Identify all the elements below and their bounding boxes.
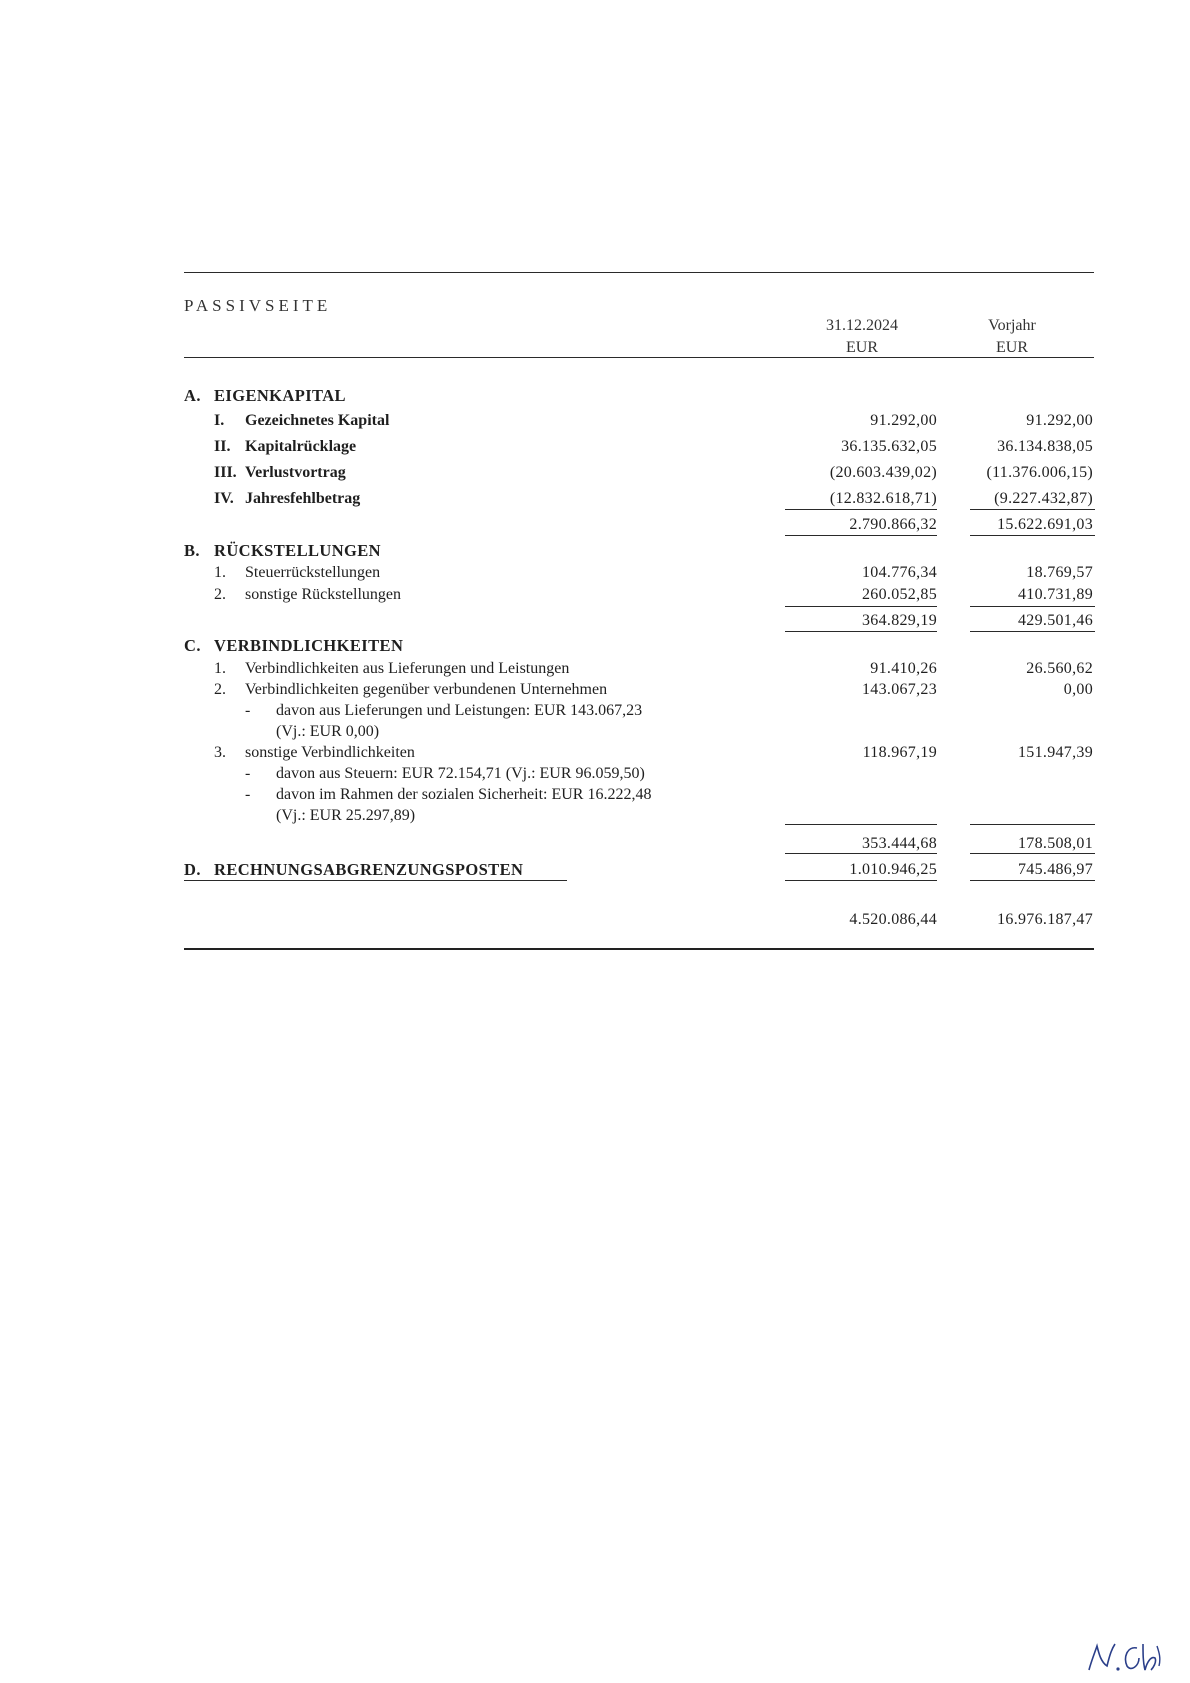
c-item-2-note-2: (Vj.: EUR 0,00) — [276, 723, 380, 740]
c-item-3-note-1-dash: - — [245, 765, 251, 782]
a-subtotal-rule-prior — [970, 509, 1095, 510]
a-item-2-num: II. — [214, 438, 231, 455]
section-a-letter: A. — [184, 386, 201, 405]
section-c-title: VERBINDLICHKEITEN — [214, 636, 404, 655]
section-b-title: RÜCKSTELLUNGEN — [214, 541, 381, 560]
column-prior-header — [962, 315, 1062, 359]
d-prior: 745.486,97 — [1018, 861, 1093, 878]
c-item-3-note-2 — [245, 785, 652, 805]
b-subtotal-rule-prior — [970, 606, 1095, 607]
c-item-3-prior: 151.947,39 — [1018, 744, 1093, 761]
c-subtotal-rule-current — [785, 824, 937, 825]
c-item-2-note-1-text: davon aus Lieferungen und Leistungen: EUR 143.067,23 — [276, 702, 643, 719]
column-current-date: 31.12.2024 — [826, 317, 898, 334]
section-d-heading — [184, 860, 524, 880]
b-item-2-num: 2. — [214, 586, 226, 603]
c-item-3-note-1-text: davon aus Steuern: EUR 72.154,71 (Vj.: EUR 96.059,50) — [276, 765, 645, 782]
b-subtotal-rule-current — [785, 606, 937, 607]
a-item-1-label: Gezeichnetes Kapital — [245, 412, 390, 429]
b-item-1-prior: 18.769,57 — [1026, 564, 1093, 581]
c-item-1-num: 1. — [214, 660, 226, 677]
a-item-4-current: (12.832.618,71) — [829, 490, 937, 507]
a-item-1-num: I. — [214, 412, 225, 429]
c-item-3-note-1 — [245, 764, 645, 784]
a-total-prior: 15.622.691,03 — [997, 516, 1093, 533]
c-item-3-note-2-text: davon im Rahmen der sozialen Sicherheit: EUR 16.222,48 — [276, 786, 652, 803]
a-item-4-label: Jahresfehlbetrag — [245, 490, 361, 507]
column-prior-unit: EUR — [996, 339, 1028, 356]
a-item-2 — [214, 437, 357, 457]
grand-total-current: 4.520.086,44 — [849, 911, 937, 928]
section-b-letter: B. — [184, 541, 200, 560]
b-total-current: 364.829,19 — [862, 612, 937, 629]
a-item-2-label: Kapitalrücklage — [245, 438, 357, 455]
c-item-1-prior: 26.560,62 — [1026, 660, 1093, 677]
section-a-title: EIGENKAPITAL — [214, 386, 346, 405]
c-item-2-num: 2. — [214, 681, 226, 698]
b-item-1-current: 104.776,34 — [862, 564, 937, 581]
top-rule — [184, 272, 1094, 273]
grand-total-prior: 16.976.187,47 — [997, 911, 1093, 928]
a-total-rule-current — [785, 535, 937, 536]
c-total-rule-prior — [970, 853, 1095, 854]
section-c-heading — [184, 636, 404, 656]
section-d-letter: D. — [184, 860, 201, 879]
a-subtotal-rule-current — [785, 509, 937, 510]
b-item-2-label: sonstige Rückstellungen — [245, 586, 401, 603]
a-item-3 — [214, 463, 346, 483]
d-rule-prior — [970, 880, 1095, 881]
c-item-3 — [214, 743, 415, 763]
a-total-current: 2.790.866,32 — [849, 516, 937, 533]
c-item-2-note-1 — [245, 701, 643, 721]
a-item-3-prior: (11.376.006,15) — [986, 464, 1093, 481]
a-item-3-num: III. — [214, 464, 237, 481]
b-item-1-label: Steuerrückstellungen — [245, 564, 381, 581]
b-total-rule-current — [785, 631, 937, 632]
a-item-2-prior: 36.134.838,05 — [997, 438, 1093, 455]
c-item-3-num: 3. — [214, 744, 226, 761]
a-item-4 — [214, 489, 361, 509]
b-total-rule-prior — [970, 631, 1095, 632]
section-b-heading — [184, 541, 381, 561]
d-current: 1.010.946,25 — [849, 861, 937, 878]
section-c-letter: C. — [184, 636, 201, 655]
column-current-header — [812, 315, 912, 359]
d-rule-current — [785, 880, 937, 881]
c-item-1 — [214, 659, 570, 679]
c-item-1-current: 91.410,26 — [870, 660, 937, 677]
c-item-2-label: Verbindlichkeiten gegenüber verbundenen Unternehmen — [245, 681, 608, 698]
c-item-3-note-2-dash: - — [245, 786, 251, 803]
b-item-2-current: 260.052,85 — [862, 586, 937, 603]
c-total-current: 353.444,68 — [862, 835, 937, 852]
a-total-rule-prior — [970, 535, 1095, 536]
b-item-1-num: 1. — [214, 564, 226, 581]
c-item-2-current: 143.067,23 — [862, 681, 937, 698]
c-item-2 — [214, 680, 608, 700]
a-item-1 — [214, 411, 390, 431]
c-item-3-current: 118.967,19 — [862, 744, 937, 761]
c-item-3-note-3: (Vj.: EUR 25.297,89) — [276, 807, 416, 824]
a-item-3-current: (20.603.439,02) — [829, 464, 937, 481]
a-item-3-label: Verlustvortrag — [245, 464, 346, 481]
signature-mark — [1085, 1636, 1165, 1676]
c-item-3-label: sonstige Verbindlichkeiten — [245, 744, 415, 761]
c-item-1-label: Verbindlichkeiten aus Lieferungen und Leistungen — [245, 660, 570, 677]
page-title: PASSIVSEITE — [184, 296, 332, 315]
c-item-2-note-1-dash: - — [245, 702, 251, 719]
a-item-4-prior: (9.227.432,87) — [994, 490, 1093, 507]
a-item-4-num: IV. — [214, 490, 234, 507]
section-d-title: RECHNUNGSABGRENZUNGSPOSTEN — [214, 860, 524, 879]
a-item-1-current: 91.292,00 — [870, 412, 937, 429]
a-item-1-prior: 91.292,00 — [1026, 412, 1093, 429]
b-total-prior: 429.501,46 — [1018, 612, 1093, 629]
b-item-2-prior: 410.731,89 — [1018, 586, 1093, 603]
b-item-1 — [214, 563, 381, 583]
b-item-2 — [214, 585, 401, 605]
c-item-2-prior: 0,00 — [1063, 681, 1093, 698]
c-total-rule-current — [785, 853, 937, 854]
column-prior-label: Vorjahr — [988, 317, 1036, 334]
section-a-heading — [184, 386, 346, 406]
column-current-unit: EUR — [846, 339, 878, 356]
bottom-rule — [184, 948, 1094, 950]
a-item-2-current: 36.135.632,05 — [841, 438, 937, 455]
d-label-rule — [184, 880, 567, 881]
header-rule — [184, 357, 1094, 358]
c-subtotal-rule-prior — [970, 824, 1095, 825]
c-total-prior: 178.508,01 — [1018, 835, 1093, 852]
